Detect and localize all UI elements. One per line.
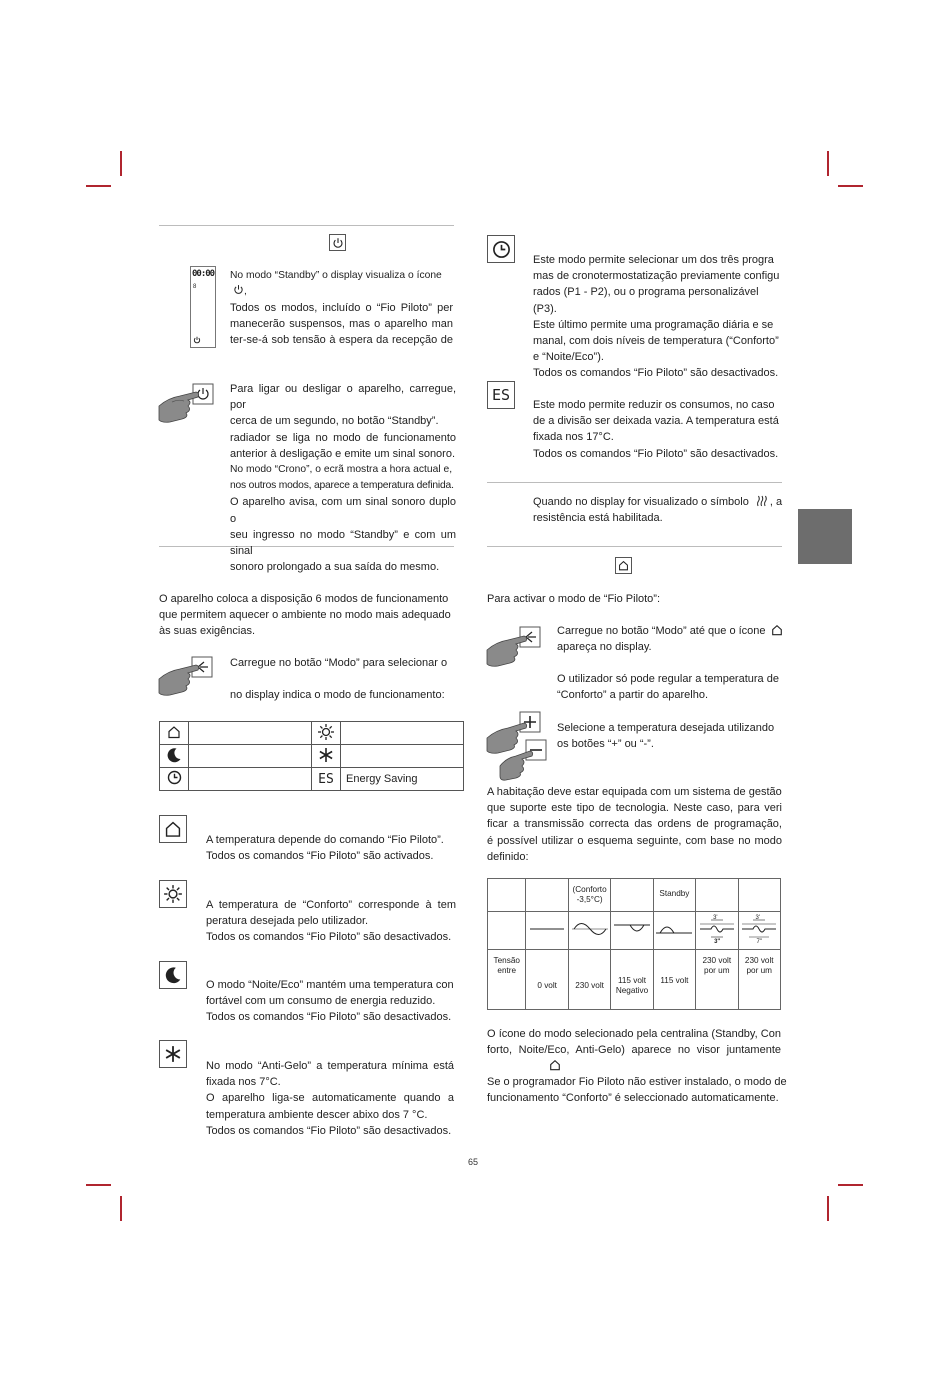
crono-mode-icon — [487, 235, 515, 263]
resistance-paragraph: Quando no display for visualizado o símbolo , a resistência está habilitada. — [533, 496, 783, 525]
crop-mark — [838, 185, 863, 187]
heating-resistance-icon — [756, 495, 768, 507]
lcd-power-icon — [193, 336, 201, 344]
crop-mark — [86, 1184, 111, 1186]
fio-piloto-paragraph-3: Se o programador Fio Piloto não estiver instalado, o modo de funcionamento “Conforto” é seleccionado automaticamente. — [487, 1076, 787, 1105]
energy-saving-description: Este modo permite reduzir os consumos, no caso de a divisão ser deixada vazia. A temperatura está fixada nos 17°C. Todos os comandos “Fio Piloto” são desactivados. — [533, 399, 779, 460]
fio-piloto-step-2: O utilizador só pode regular a temperatura de “Conforto” a partir do aparelho. — [557, 673, 779, 702]
home-icon — [771, 624, 783, 636]
section-rule — [159, 225, 454, 226]
fio-piloto-heading-icon — [615, 557, 632, 574]
standby-heading-icon — [329, 234, 346, 251]
anti-gelo-mode-icon — [159, 1040, 187, 1068]
lcd-small-digit: 8 — [193, 284, 197, 290]
crop-mark — [120, 1196, 122, 1221]
crop-mark — [827, 151, 829, 176]
home-icon — [549, 1059, 561, 1071]
waveform-pulse-3-7: 3' 7" — [738, 912, 781, 950]
hand-press-mode-icon — [486, 624, 544, 670]
crop-mark — [86, 185, 111, 187]
lcd-display — [190, 266, 216, 348]
fio-piloto-description: A temperatura depende do comando “Fio Piloto”. Todos os comandos “Fio Piloto” são activados. — [206, 834, 444, 863]
sun-icon — [312, 722, 341, 745]
crono-description: Este modo permite selecionar um dos três progra mas de cronotermostatização previamente configu rados (P1 - P2), ou o programa personalizável (P3). Este último permite uma programação diária e se manal, com dois níveis de temperatura (“Conforto” e “Noite/Eco”). Todos os comandos “Fio Piloto” são desactivados. — [533, 254, 780, 380]
conforto-description: A temperatura de “Conforto” corresponde à tem peratura desejada pelo utilizador. Todos os comandos “Fio Piloto” são desactivados. — [206, 899, 456, 944]
standby-paragraph-3: Para ligar ou desligar o aparelho, carregue, por cerca de um segundo, no botão “Standby”. radiador se liga no modo de funcionamento anterior à desligação e emite um sinal sonoro. No modo “Crono”, o ecrã mostra a hora actual e, nos outros modos, aparece a temperatura definida. O aparelho avisa, com um sinal sonoro duplo o seu ingresso no modo “Standby” e com um sinal sonoro prolongado a sua saída do mesmo. — [230, 383, 456, 574]
clock-icon — [160, 768, 189, 791]
fio-piloto-paragraph-2: O ícone do modo selecionado pela centralina (Standby, Con forto, Noite/Eco, Anti-Gelo) aparece no visor juntamente — [487, 1028, 781, 1057]
snowflake-icon — [312, 745, 341, 768]
waveform-negative-half — [611, 912, 653, 950]
waveform-zero — [526, 912, 568, 950]
crop-mark — [827, 1196, 829, 1221]
modes-step-2: no display indica o modo de funcionamento: — [230, 689, 445, 701]
hand-press-mode-icon — [158, 654, 216, 698]
hand-press-plus-minus-icon — [486, 710, 548, 782]
energy-saving-icon: ES — [312, 768, 341, 791]
hand-press-standby-icon — [158, 382, 216, 426]
power-icon — [233, 284, 244, 295]
home-icon — [160, 722, 189, 745]
waveform-full-sine — [568, 912, 610, 950]
lcd-digits: 00:00 — [192, 269, 215, 279]
fio-piloto-paragraph: A habitação deve estar equipada com um sistema de gestão que suporte este tipo de tecnologia. Neste caso, para veri ficar a transmissão correcta das ordens de programação, é possível utilizar o esquema seguinte, com base no modo definido: — [487, 786, 782, 863]
energy-saving-mode-icon: ES — [487, 381, 515, 409]
fio-piloto-step-3: Selecione a temperatura desejada utilizando os botões “+” ou “-”. — [557, 722, 775, 751]
anti-gelo-description: No modo “Anti-Gelo” a temperatura mínima está fixada nos 7°C. O aparelho liga-se automaticamente quando a temperatura ambiente descer abixo dos 7 °C. Todos os comandos “Fio Piloto” são desactivados. — [206, 1060, 454, 1137]
crop-mark — [838, 1184, 863, 1186]
fio-piloto-intro: Para activar o modo de “Fio Piloto”: — [487, 593, 661, 605]
fio-piloto-mode-icon — [159, 815, 187, 843]
fio-piloto-step-1: Carregue no botão “Modo” até que o ícone apareça no display. — [557, 623, 787, 655]
modes-step-1: Carregue no botão “Modo” para selecionar o — [230, 657, 448, 669]
standby-paragraph-1: No modo “Standby” o display visualiza o ícone , — [230, 270, 442, 298]
standby-paragraph-2: Todos os modos, incluído o “Fio Piloto” per manecerão suspensos, mas o aparelho man ter-se-á sob tensão à espera da recepção de — [230, 302, 453, 347]
modes-intro-paragraph: O aparelho coloca a disposição 6 modos de funcionamento que permitem aquecer o ambiente no modo mais adequado às suas exigências. — [159, 593, 451, 638]
noite-eco-description: O modo “Noite/Eco” mantém uma temperatura con fortável com um consumo de energia reduzido. Todos os comandos “Fio Piloto” são desactivados. — [206, 979, 454, 1024]
moon-icon — [160, 745, 189, 768]
chapter-tab — [798, 509, 852, 564]
page-number: 65 — [468, 1157, 479, 1167]
waveform-pulse-3-3: 3' 3" — [696, 912, 738, 950]
waveform-positive-half — [653, 912, 695, 950]
conforto-mode-icon — [159, 880, 187, 908]
noite-eco-mode-icon — [159, 961, 187, 989]
fio-piloto-signal-table: (Conforto -3,5°C) Standby 3' 3" 3' 7" Tensão entre 0 volt 230 volt 115 volt Negativo 115 volt 230 volt por um 230 volt por um — [487, 878, 781, 1010]
section-rule — [487, 546, 782, 547]
section-rule — [487, 482, 782, 483]
modes-table — [159, 721, 464, 791]
crop-mark — [120, 151, 122, 176]
energy-saving-label: Energy Saving — [341, 768, 464, 791]
